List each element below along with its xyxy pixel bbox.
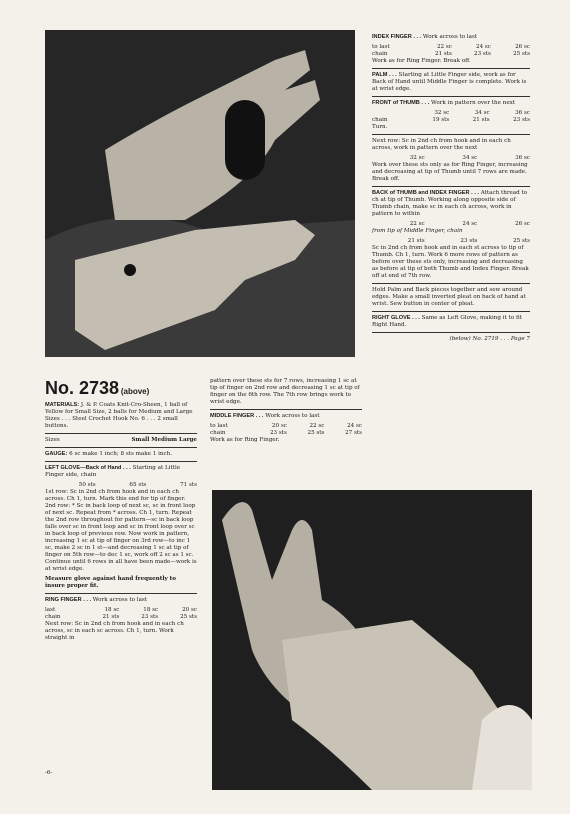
divider xyxy=(45,433,197,434)
table-row: Sizes Small Medium Large xyxy=(45,437,197,443)
divider xyxy=(45,461,197,462)
index-finger-intro: Work across to last xyxy=(422,34,478,40)
ring-finger-text: Next row: Sc in 2nd ch from hook and in each ch across, sc in each sc across. Ch 1, turn. Work straight in xyxy=(45,621,184,641)
right-glove-text: Same as Left Glove, making it to fit Right Hand. xyxy=(372,315,522,328)
continued-text: pattern over these sts for 7 rows, increasing 1 sc at tip of finger on 2nd row and decreasing 1 sc at tip of finger on the 6th row. The 7th row brings work to wrist edge. xyxy=(210,378,360,405)
middle-finger-table xyxy=(210,423,362,437)
materials-text: J. & P. Coats Knit-Cro-Sheen, 1 ball of Yellow for Small Size, 2 balls for Medium and Large Sizes . . . Steel Crochet Hook No. 6 . . . 2 small buttons. xyxy=(45,402,193,429)
thumb-front-text-2: Work over these sts only as for Ring Finger, increasing and decreasing at tip of Thumb until 7 rows are made. Break off. xyxy=(372,162,528,182)
middle-finger-intro: Work across to last xyxy=(265,413,320,419)
index-finger-heading: INDEX FINGER . . . xyxy=(372,34,422,40)
index-finger-text: Work as for Ring Finger. Break off. xyxy=(372,58,471,64)
divider xyxy=(372,332,530,333)
top-gloves-photo xyxy=(45,30,355,357)
left-column xyxy=(45,378,197,645)
thumb-back-table-2 xyxy=(372,238,530,245)
palm-text: Starting at Little Finger side, work as for Back of Hand until Middle Finger is complete. Work is at wrist edge. xyxy=(372,72,527,92)
divider xyxy=(372,311,530,312)
thumb-front-table xyxy=(372,110,530,124)
table-row: chain 21 sts 23 sts 25 sts xyxy=(372,51,530,57)
thumb-back-text-3: Sc in 2nd ch from hook and in each st across to tip of Thumb. Ch 1, turn. Work 6 more rows of pattern as before over these sts only, increasing and decreasing as before at tip of both Thumb and Index Finger. Break off at end of 7th row. xyxy=(372,245,529,279)
gauge-label: GAUGE: xyxy=(45,451,68,457)
thumb-front-turn: Turn. xyxy=(372,124,388,130)
divider xyxy=(372,186,530,187)
finish-text: Hold Palm and Back pieces together and sew around edges. Make a small inverted pleat on back of hand at wrist. Sew button in center of pleat. xyxy=(372,287,526,307)
divider xyxy=(210,409,362,410)
divider xyxy=(372,68,530,69)
left-glove-text: 1st row: Sc in 2nd ch from hook and in each ch across. Ch 1, turn. Mark this end for tip of finger. 2nd row: * Sc in back loop of next sc, sc in front loop of next sc. Repeat from * across. Ch 1, turn. Repeat the 2nd row throughout for pattern—sc in back loop falls over sc in front loop and sc in front loop over sc in back loop of previous row. Now work in pattern, increasing 1 sc at tip of finger on 3rd row—to inc 1 sc, make 2 sc in 1 st—and decreasing 1 sc at tip of finger on 5th row—to dec 1 sc, work off 2 sc as 1 sc. Continue until 6 rows in all have been made—work is at wrist edge. xyxy=(45,489,197,572)
gauge-text: 6 sc make 1 inch; 8 sts make 1 inch. xyxy=(69,451,172,457)
middle-finger-text: Work as for Ring Finger. xyxy=(210,437,280,443)
left-glove-heading: LEFT GLOVE—Back of Hand . . . xyxy=(45,465,131,471)
ring-finger-heading: RING FINGER . . . xyxy=(45,597,91,603)
table-row: last 18 sc 18 sc 20 sc xyxy=(45,607,197,613)
divider xyxy=(45,447,197,448)
middle-column xyxy=(210,378,362,447)
index-finger-table xyxy=(372,44,530,58)
table-row: to last 22 sc 24 sc 26 sc xyxy=(372,44,530,50)
table-row: 21 sts 23 sts 25 sts xyxy=(407,238,530,244)
thumb-back-text-2: from tip of Middle Finger, chain xyxy=(372,228,463,234)
middle-finger-heading: MIDDLE FINGER . . . xyxy=(210,413,264,419)
thumb-back-table xyxy=(372,221,530,228)
pattern-number: No. 2738 xyxy=(45,378,120,398)
table-row: chain 21 sts 23 sts 25 sts xyxy=(45,614,197,620)
thumb-front-heading: FRONT of THUMB . . . xyxy=(372,100,430,106)
ring-finger-table xyxy=(45,607,197,621)
left-glove-intro: Starting at Little Finger side, chain xyxy=(45,465,181,478)
thumb-front-text: Next row: Sc in 2nd ch from hook and in each ch across, work in pattern over the next xyxy=(372,138,511,151)
palm-heading: PALM . . . xyxy=(372,72,397,78)
divider xyxy=(372,283,530,284)
table-row: chain 23 sts 25 sts 27 sts xyxy=(210,430,362,436)
thumb-front-intro: Work in pattern over the next xyxy=(430,100,516,106)
thumb-back-text: Attach thread to ch at tip of Thumb. Working along opposite side of Thumb chain, make sc in each ch across, work in pattern to within xyxy=(372,190,528,217)
right-column xyxy=(372,34,530,346)
thumb-back-heading: BACK of THUMB and INDEX FINGER . . . xyxy=(372,190,479,196)
table-row: 32 sc 34 sc 36 sc xyxy=(434,110,530,116)
top-gloves-image xyxy=(45,30,355,357)
table-row: 32 sc 34 sc 36 sc xyxy=(409,155,530,161)
page-footer: (below) No. 2719 . . . Page 7 xyxy=(449,336,530,342)
bottom-gloves-image xyxy=(212,490,532,790)
materials-label: MATERIALS: xyxy=(45,402,80,408)
right-glove-heading: RIGHT GLOVE . . . xyxy=(372,315,420,321)
measure-note: Measure glove against hand frequently to insure proper fit. xyxy=(45,576,176,589)
divider xyxy=(372,134,530,135)
sizes-table xyxy=(45,437,197,444)
thumb-front-table-2 xyxy=(372,155,530,162)
ring-finger-intro: Work across to last xyxy=(92,597,148,603)
pattern-note: (above) xyxy=(120,387,150,396)
divider xyxy=(45,593,197,594)
table-row: 22 sc 24 sc 26 sc xyxy=(409,221,530,227)
divider xyxy=(372,96,530,97)
table-row: to last 20 sc 22 sc 24 sc xyxy=(210,423,362,429)
left-glove-table xyxy=(45,482,197,489)
bottom-gloves-photo xyxy=(212,490,532,790)
table-row: 50 sts 65 sts 71 sts xyxy=(78,482,197,488)
table-row: chain 19 sts 21 sts 23 sts xyxy=(372,117,530,123)
page-number: -6- xyxy=(45,770,53,776)
